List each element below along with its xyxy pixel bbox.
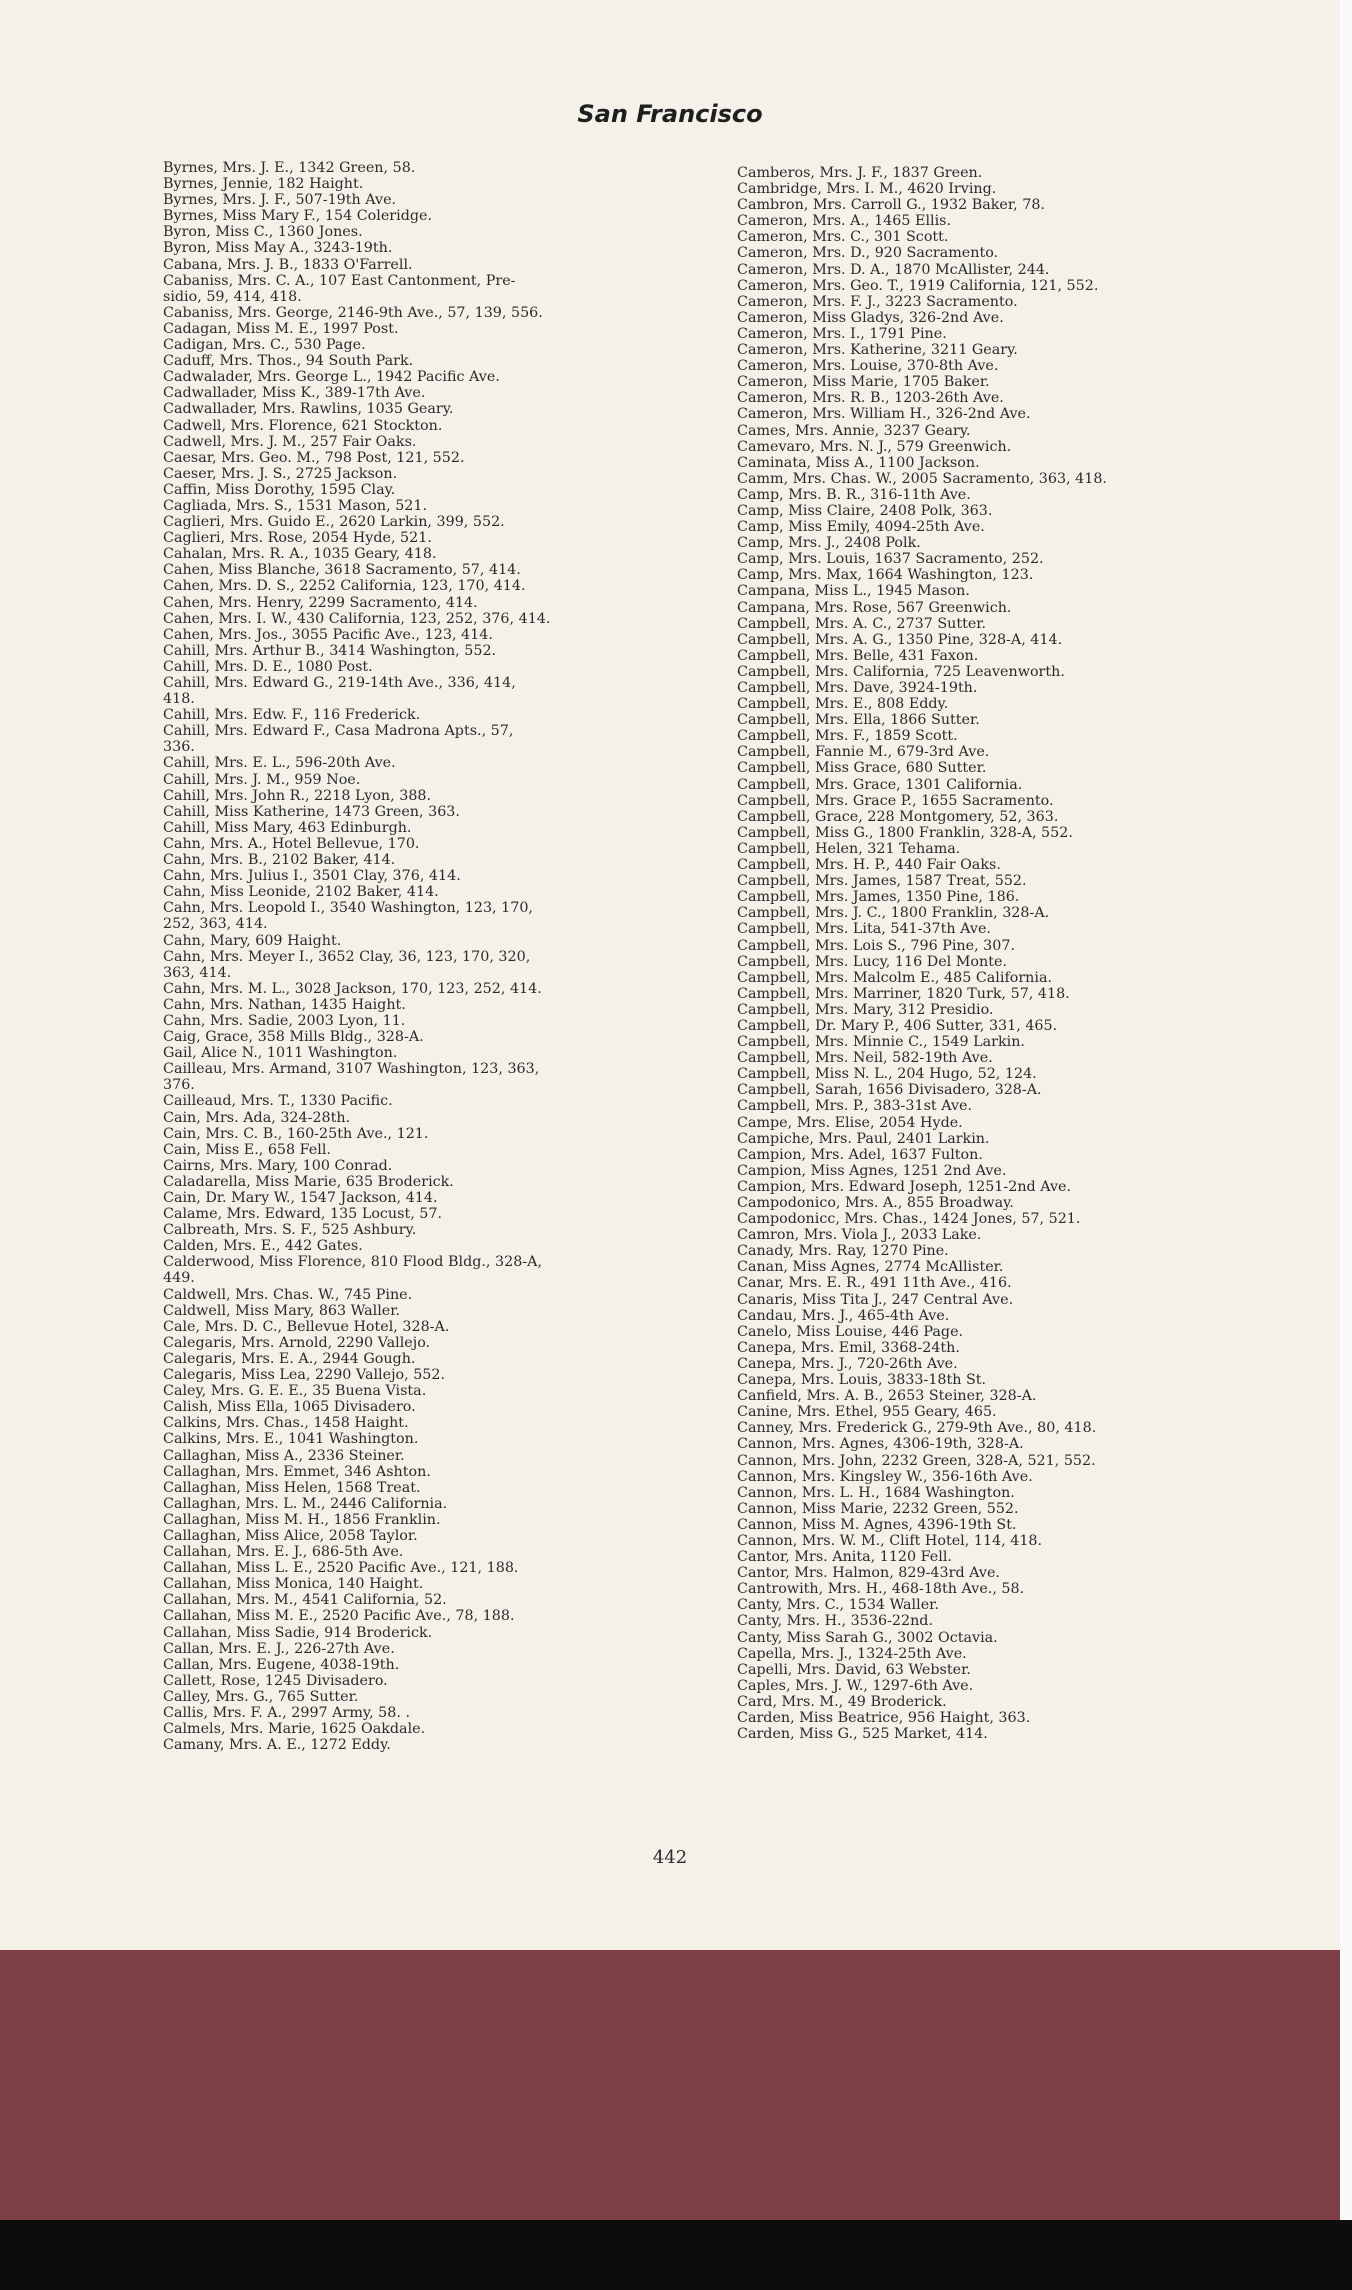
directory-entry: Campbell, Mrs. J. C., 1800 Franklin, 328-A. <box>737 905 1050 922</box>
directory-entry: Caduff, Mrs. Thos., 94 South Park. <box>163 353 414 370</box>
directory-entry: Canty, Miss Sarah G., 3002 Octavia. <box>737 1629 998 1646</box>
directory-entry: Campion, Miss Agnes, 1251 2nd Ave. <box>737 1162 1007 1179</box>
directory-entry: Cannon, Mrs. Agnes, 4306-19th, 328-A. <box>737 1436 1024 1453</box>
directory-entry: 363, 414. <box>163 964 232 981</box>
directory-entry: Cahill, Mrs. D. E., 1080 Post. <box>163 658 373 675</box>
directory-entry: Campbell, Mrs. Neil, 582-19th Ave. <box>737 1050 993 1067</box>
directory-entry: Callahan, Mrs. E. J., 686-5th Ave. <box>163 1544 404 1561</box>
directory-entry: Canepa, Mrs. J., 720-26th Ave. <box>737 1355 958 1372</box>
directory-entry: Calegaris, Mrs. E. A., 2944 Gough. <box>163 1350 416 1367</box>
directory-entry: Cadagan, Miss M. E., 1997 Post. <box>163 320 399 337</box>
directory-entry: Cabana, Mrs. J. B., 1833 O'Farrell. <box>163 256 413 273</box>
directory-entry: Cameron, Mrs. F. J., 3223 Sacramento. <box>737 293 1018 310</box>
directory-entry: Cameron, Mrs. I., 1791 Pine. <box>737 325 947 342</box>
directory-entry: Callett, Rose, 1245 Divisadero. <box>163 1672 388 1689</box>
directory-entry: Canty, Mrs. H., 3536-22nd. <box>737 1613 933 1630</box>
directory-entry: Calkins, Mrs. E., 1041 Washington. <box>163 1431 419 1448</box>
directory-entry: Callaghan, Miss Helen, 1568 Treat. <box>163 1479 421 1496</box>
directory-entry: Cahill, Miss Katherine, 1473 Green, 363. <box>163 803 460 820</box>
right-column <box>737 165 1277 1742</box>
directory-entry: Carden, Miss G., 525 Market, 414. <box>737 1726 988 1743</box>
directory-entry: Cabaniss, Mrs. George, 2146-9th Ave., 57, 139, 556. <box>163 304 543 321</box>
directory-entry: Cahill, Mrs. John R., 2218 Lyon, 388. <box>163 787 432 804</box>
directory-entry: Campbell, Mrs. Lois S., 796 Pine, 307. <box>737 937 1016 954</box>
directory-entry: Cantrowith, Mrs. H., 468-18th Ave., 58. <box>737 1581 1025 1598</box>
directory-entry: Cailleau, Mrs. Armand, 3107 Washington, 123, 363, <box>163 1061 540 1078</box>
directory-entry: Candau, Mrs. J., 465-4th Ave. <box>737 1307 950 1324</box>
directory-entry: Cannon, Mrs. W. M., Clift Hotel, 114, 418. <box>737 1532 1043 1549</box>
directory-entry: Camevaro, Mrs. N. J., 579 Greenwich. <box>737 438 1012 455</box>
directory-entry: Cairns, Mrs. Mary, 100 Conrad. <box>163 1157 393 1174</box>
directory-entry: Canady, Mrs. Ray, 1270 Pine. <box>737 1243 949 1260</box>
directory-entry: Callaghan, Mrs. Emmet, 346 Ashton. <box>163 1463 431 1480</box>
directory-entry: Caldwell, Mrs. Chas. W., 745 Pine. <box>163 1286 413 1303</box>
directory-entry: Cahill, Mrs. Edward F., Casa Madrona Apts., 57, <box>163 723 514 740</box>
directory-entry: Cahn, Mrs. B., 2102 Baker, 414. <box>163 852 396 869</box>
directory-entry: Calegaris, Mrs. Arnold, 2290 Vallejo. <box>163 1334 431 1351</box>
directory-entry: Cahalan, Mrs. R. A., 1035 Geary, 418. <box>163 546 437 563</box>
directory-entry: Callan, Mrs. E. J., 226-27th Ave. <box>163 1640 395 1657</box>
directory-entry: Callahan, Miss M. E., 2520 Pacific Ave., 78, 188. <box>163 1608 515 1625</box>
directory-entry: Calame, Mrs. Edward, 135 Locust, 57. <box>163 1206 443 1223</box>
directory-entry: Camp, Mrs. Max, 1664 Washington, 123. <box>737 567 1034 584</box>
directory-entry: Camany, Mrs. A. E., 1272 Eddy. <box>163 1737 391 1754</box>
directory-entry: Callahan, Miss Sadie, 914 Broderick. <box>163 1624 433 1641</box>
directory-entry: Cahill, Miss Mary, 463 Edinburgh. <box>163 819 412 836</box>
directory-entry: Canney, Mrs. Frederick G., 279-9th Ave., 80, 418. <box>737 1420 1097 1437</box>
directory-entry: Campion, Mrs. Edward Joseph, 1251-2nd Ave. <box>737 1178 1072 1195</box>
directory-entry: Cameron, Mrs. William H., 326-2nd Ave. <box>737 406 1031 423</box>
directory-entry: sidio, 59, 414, 418. <box>163 288 302 305</box>
directory-entry: Camp, Mrs. B. R., 316-11th Ave. <box>737 486 971 503</box>
directory-entry: Byron, Miss May A., 3243-19th. <box>163 240 393 257</box>
directory-entry: Cale, Mrs. D. C., Bellevue Hotel, 328-A. <box>163 1318 450 1335</box>
directory-entry: Cahen, Mrs. Henry, 2299 Sacramento, 414. <box>163 594 478 611</box>
directory-entry: Camp, Miss Emily, 4094-25th Ave. <box>737 519 985 536</box>
directory-entry: Caeser, Mrs. J. S., 2725 Jackson. <box>163 465 398 482</box>
directory-entry: Cahn, Mrs. Julius I., 3501 Clay, 376, 414. <box>163 868 461 885</box>
directory-entry: Campbell, Mrs. Grace P., 1655 Sacramento. <box>737 792 1054 809</box>
directory-entry: Camm, Mrs. Chas. W., 2005 Sacramento, 363, 418. <box>737 470 1107 487</box>
directory-entry: Campbell, Helen, 321 Tehama. <box>737 840 961 857</box>
page-title: San Francisco <box>577 100 763 128</box>
directory-entry: Campbell, Mrs. A. C., 2737 Sutter. <box>737 615 987 632</box>
directory-entry: Cadwalader, Mrs. George L., 1942 Pacific Ave. <box>163 369 500 386</box>
directory-entry: Cames, Mrs. Annie, 3237 Geary. <box>737 422 971 439</box>
directory-entry: Caglieri, Mrs. Rose, 2054 Hyde, 521. <box>163 530 432 547</box>
directory-entry: Callis, Mrs. F. A., 2997 Army, 58. . <box>163 1705 410 1721</box>
directory-entry: Camp, Mrs. J., 2408 Polk. <box>737 535 921 552</box>
directory-entry: Canine, Mrs. Ethel, 955 Geary, 465. <box>737 1404 997 1421</box>
directory-entry: Campbell, Mrs. Minnie C., 1549 Larkin. <box>737 1034 1025 1051</box>
directory-entry: Capella, Mrs. J., 1324-25th Ave. <box>737 1645 967 1662</box>
directory-entry: Cahn, Mrs. Sadie, 2003 Lyon, 11. <box>163 1012 406 1029</box>
directory-entry: Cahn, Mary, 609 Haight. <box>163 932 342 949</box>
directory-entry: Campbell, Mrs. E., 808 Eddy. <box>737 696 949 713</box>
directory-entry: 252, 363, 414. <box>163 916 268 933</box>
directory-entry: Caples, Mrs. J. W., 1297-6th Ave. <box>737 1677 974 1694</box>
directory-entry: Calbreath, Mrs. S. F., 525 Ashbury. <box>163 1222 417 1239</box>
directory-entry: Calish, Miss Ella, 1065 Divisadero. <box>163 1399 416 1416</box>
directory-entry: Cahill, Mrs. Edward G., 219-14th Ave., 336, 414, <box>163 675 516 691</box>
directory-entry: Campbell, Mrs. Malcolm E., 485 California. <box>737 969 1053 986</box>
directory-entry: Cadwell, Mrs. Florence, 621 Stockton. <box>163 417 443 434</box>
directory-entry: Cain, Mrs. Ada, 324-28th. <box>163 1109 351 1126</box>
directory-entry: Caglieri, Mrs. Guido E., 2620 Larkin, 399, 552. <box>163 514 505 531</box>
directory-entry: Callaghan, Miss M. H., 1856 Franklin. <box>163 1511 441 1528</box>
left-column <box>163 160 703 1753</box>
directory-entry: Campbell, Mrs. James, 1587 Treat, 552. <box>737 873 1027 890</box>
directory-entry: Cahn, Miss Leonide, 2102 Baker, 414. <box>163 884 439 901</box>
directory-entry: Carden, Miss Beatrice, 956 Haight, 363. <box>737 1710 1031 1726</box>
directory-entry: Callahan, Miss Monica, 140 Haight. <box>163 1576 424 1593</box>
directory-entry: Canelo, Miss Louise, 446 Page. <box>737 1323 964 1340</box>
directory-entry: Campbell, Mrs. California, 725 Leavenworth. <box>737 663 1065 680</box>
directory-entry: Canar, Mrs. E. R., 491 11th Ave., 416. <box>737 1275 1012 1292</box>
directory-entry: Campbell, Mrs. A. G., 1350 Pine, 328-A, 414. <box>737 631 1063 648</box>
directory-entry: Cahn, Mrs. M. L., 3028 Jackson, 170, 123, 252, 414. <box>163 980 542 997</box>
directory-entry: Canaris, Miss Tita J., 247 Central Ave. <box>737 1291 1014 1308</box>
directory-entry: Campbell, Fannie M., 679-3rd Ave. <box>737 744 990 761</box>
directory-entry: Caffin, Miss Dorothy, 1595 Clay. <box>163 481 396 498</box>
directory-entry: Campana, Miss L., 1945 Mason. <box>737 583 970 600</box>
directory-entry: Cannon, Mrs. Kingsley W., 356-16th Ave. <box>737 1468 1033 1485</box>
directory-entry: Cambron, Mrs. Carroll G., 1932 Baker, 78. <box>737 197 1045 214</box>
directory-entry: Cabaniss, Mrs. C. A., 107 East Cantonment, Pre- <box>163 272 516 289</box>
directory-entry: Cailleaud, Mrs. T., 1330 Pacific. <box>163 1093 393 1110</box>
directory-entry: Cahen, Mrs. I. W., 430 California, 123, 252, 376, 414. <box>163 610 551 627</box>
directory-entry: Calegaris, Miss Lea, 2290 Vallejo, 552. <box>163 1367 446 1384</box>
directory-entry: Cadwell, Mrs. J. M., 257 Fair Oaks. <box>163 433 417 450</box>
directory-entry: Cahen, Mrs. Jos., 3055 Pacific Ave., 123, 414. <box>163 626 493 643</box>
directory-entry: Callan, Mrs. Eugene, 4038-19th. <box>163 1656 400 1673</box>
directory-entry: Calley, Mrs. G., 765 Sutter. <box>163 1688 359 1705</box>
directory-entry: Cain, Dr. Mary W., 1547 Jackson, 414. <box>163 1190 438 1206</box>
directory-entry: Camp, Mrs. Louis, 1637 Sacramento, 252. <box>737 551 1044 568</box>
directory-entry: Cameron, Mrs. D. A., 1870 McAllister, 244. <box>737 261 1050 278</box>
directory-entry: Campbell, Grace, 228 Montgomery, 52, 363. <box>737 808 1059 825</box>
directory-entry: Byrnes, Jennie, 182 Haight. <box>163 176 364 193</box>
directory-entry: Campodonico, Mrs. A., 855 Broadway. <box>737 1195 1014 1211</box>
directory-entry: 449. <box>163 1270 195 1287</box>
directory-entry: Cameron, Mrs. A., 1465 Ellis. <box>737 213 952 230</box>
directory-entry: Cain, Miss E., 658 Fell. <box>163 1141 331 1158</box>
directory-entry: Cameron, Miss Gladys, 326-2nd Ave. <box>737 309 1004 326</box>
directory-entry: Calkins, Mrs. Chas., 1458 Haight. <box>163 1415 409 1432</box>
directory-entry: Campbell, Mrs. F., 1859 Scott. <box>737 728 958 745</box>
directory-entry: Canan, Miss Agnes, 2774 McAllister. <box>737 1259 1004 1276</box>
directory-entry: Cameron, Mrs. D., 920 Sacramento. <box>737 245 999 262</box>
directory-entry: Canepa, Mrs. Louis, 3833-18th St. <box>737 1372 987 1389</box>
directory-entry: Callaghan, Mrs. L. M., 2446 California. <box>163 1495 448 1512</box>
directory-entry: Campbell, Mrs. Grace, 1301 California. <box>737 776 1023 793</box>
directory-entry: Card, Mrs. M., 49 Broderick. <box>737 1693 947 1710</box>
directory-entry: Cahill, Mrs. Edw. F., 116 Frederick. <box>163 707 421 724</box>
directory-entry: Caesar, Mrs. Geo. M., 798 Post, 121, 552. <box>163 449 465 466</box>
directory-entry: Cannon, Mrs. John, 2232 Green, 328-A, 521, 552. <box>737 1452 1096 1469</box>
directory-entry: Caldwell, Miss Mary, 863 Waller. <box>163 1302 401 1319</box>
directory-entry: Caminata, Miss A., 1100 Jackson. <box>737 454 980 471</box>
directory-entry: Cahill, Mrs. E. L., 596-20th Ave. <box>163 755 396 772</box>
directory-entry: Calderwood, Miss Florence, 810 Flood Bldg., 328-A, <box>163 1254 543 1271</box>
page-edge <box>1340 0 1352 2290</box>
directory-entry: Campodonicc, Mrs. Chas., 1424 Jones, 57, 521. <box>737 1211 1081 1228</box>
directory-entry: Callaghan, Miss Alice, 2058 Taylor. <box>163 1527 418 1544</box>
directory-entry: Campe, Mrs. Elise, 2054 Hyde. <box>737 1114 963 1131</box>
directory-entry: Campbell, Mrs. Lucy, 116 Del Monte. <box>737 953 1007 970</box>
directory-entry: Cannon, Miss Marie, 2232 Green, 552. <box>737 1500 1019 1517</box>
directory-entry: Canty, Mrs. C., 1534 Waller. <box>737 1597 939 1614</box>
directory-entry: Cameron, Mrs. Louise, 370-8th Ave. <box>737 358 999 375</box>
directory-entry: Campbell, Miss N. L., 204 Hugo, 52, 124. <box>737 1066 1037 1083</box>
directory-entry: 418. <box>163 691 195 708</box>
directory-entry: Campbell, Mrs. Belle, 431 Faxon. <box>737 647 979 664</box>
directory-entry: Byrnes, Miss Mary F., 154 Coleridge. <box>163 208 433 225</box>
directory-entry: Cannon, Mrs. L. H., 1684 Washington. <box>737 1484 1015 1501</box>
directory-entry: Campbell, Mrs. Dave, 3924-19th. <box>737 680 978 696</box>
directory-entry: Campion, Mrs. Adel, 1637 Fulton. <box>737 1146 983 1163</box>
directory-entry: Cadwallader, Mrs. Rawlins, 1035 Geary. <box>163 401 454 418</box>
directory-entry: Cahill, Mrs. Arthur B., 3414 Washington, 552. <box>163 642 497 659</box>
book-cover-background <box>0 1950 1340 2220</box>
directory-entry: Campbell, Mrs. Marriner, 1820 Turk, 57, 418. <box>737 985 1070 1002</box>
directory-entry: Camp, Miss Claire, 2408 Polk, 363. <box>737 502 993 519</box>
directory-entry: Campbell, Miss Grace, 680 Sutter. <box>737 760 987 777</box>
directory-entry: Campbell, Mrs. Mary, 312 Presidio. <box>737 1001 994 1018</box>
directory-entry: Campbell, Miss G., 1800 Franklin, 328-A, 552. <box>737 824 1073 841</box>
directory-entry: Calden, Mrs. E., 442 Gates. <box>163 1238 363 1255</box>
directory-entry: Campiche, Mrs. Paul, 2401 Larkin. <box>737 1130 990 1147</box>
directory-entry: Camron, Mrs. Viola J., 2033 Lake. <box>737 1227 982 1244</box>
directory-entry: Cahn, Mrs. Nathan, 1435 Haight. <box>163 996 406 1013</box>
directory-entry: Cameron, Mrs. Katherine, 3211 Geary. <box>737 342 1018 359</box>
directory-entry: Calmels, Mrs. Marie, 1625 Oakdale. <box>163 1721 426 1738</box>
directory-entry: Callahan, Miss L. E., 2520 Pacific Ave., 121, 188. <box>163 1560 519 1577</box>
directory-entry: Campbell, Dr. Mary P., 406 Sutter, 331, 465. <box>737 1017 1058 1034</box>
directory-entry: Cadwallader, Miss K., 389-17th Ave. <box>163 385 426 402</box>
directory-entry: Caley, Mrs. G. E. E., 35 Buena Vista. <box>163 1383 427 1400</box>
directory-entry: Cahill, Mrs. J. M., 959 Noe. <box>163 771 361 788</box>
directory-entry: Capelli, Mrs. David, 63 Webster. <box>737 1661 971 1678</box>
directory-entry: 336. <box>163 739 195 756</box>
directory-entry: Cameron, Mrs. C., 301 Scott. <box>737 229 949 246</box>
directory-entry: Campbell, Mrs. Lita, 541-37th Ave. <box>737 921 991 938</box>
directory-entry: Campbell, Mrs. Ella, 1866 Sutter. <box>737 712 980 729</box>
directory-entry: Cahn, Mrs. Meyer I., 3652 Clay, 36, 123, 170, 320, <box>163 948 531 965</box>
directory-entry: Byron, Miss C., 1360 Jones. <box>163 224 363 241</box>
directory-entry: Campbell, Mrs. H. P., 440 Fair Oaks. <box>737 857 1001 874</box>
directory-entry: Cameron, Mrs. R. B., 1203-26th Ave. <box>737 390 1004 407</box>
directory-entry: Cahn, Mrs. Leopold I., 3540 Washington, 123, 170, <box>163 900 533 917</box>
directory-entry: Campbell, Sarah, 1656 Divisadero, 328-A. <box>737 1082 1042 1099</box>
directory-entry: Cagliada, Mrs. S., 1531 Mason, 521. <box>163 497 428 514</box>
directory-entry: Cahen, Mrs. D. S., 2252 California, 123, 170, 414. <box>163 578 526 595</box>
page-number: 442 <box>652 1847 688 1868</box>
directory-entry: Cambridge, Mrs. I. M., 4620 Irving. <box>737 181 997 198</box>
directory-entry: Gail, Alice N., 1011 Washington. <box>163 1045 398 1062</box>
directory-entry: 376. <box>163 1077 195 1094</box>
directory-entry: Caig, Grace, 358 Mills Bldg., 328-A. <box>163 1029 424 1046</box>
directory-entry: Callahan, Mrs. M., 4541 California, 52. <box>163 1592 447 1609</box>
directory-entry: Byrnes, Mrs. J. E., 1342 Green, 58. <box>163 160 416 176</box>
directory-entry: Caladarella, Miss Marie, 635 Broderick. <box>163 1173 454 1190</box>
directory-entry: Cantor, Mrs. Halmon, 829-43rd Ave. <box>737 1565 1000 1582</box>
directory-entry: Byrnes, Mrs. J. F., 507-19th Ave. <box>163 192 397 209</box>
directory-entry: Canfield, Mrs. A. B., 2653 Steiner, 328-A. <box>737 1388 1037 1405</box>
directory-entry: Camberos, Mrs. J. F., 1837 Green. <box>737 165 983 181</box>
directory-entry: Cadigan, Mrs. C., 530 Page. <box>163 337 366 354</box>
directory-entry: Cantor, Mrs. Anita, 1120 Fell. <box>737 1549 952 1566</box>
directory-entry: Cannon, Miss M. Agnes, 4396-19th St. <box>737 1516 1017 1533</box>
directory-entry: Canepa, Mrs. Emil, 3368-24th. <box>737 1339 960 1356</box>
directory-entry: Cahen, Miss Blanche, 3618 Sacramento, 57, 414. <box>163 562 521 579</box>
directory-entry: Campbell, Mrs. P., 383-31st Ave. <box>737 1098 973 1115</box>
directory-entry: Cahn, Mrs. A., Hotel Bellevue, 170. <box>163 835 420 852</box>
directory-entry: Cain, Mrs. C. B., 160-25th Ave., 121. <box>163 1125 429 1142</box>
scan-border <box>0 2220 1352 2290</box>
directory-entry: Cameron, Miss Marie, 1705 Baker. <box>737 374 990 391</box>
directory-entry: Campana, Mrs. Rose, 567 Greenwich. <box>737 599 1012 616</box>
directory-entry: Callaghan, Miss A., 2336 Steiner. <box>163 1447 405 1464</box>
directory-entry: Cameron, Mrs. Geo. T., 1919 California, 121, 552. <box>737 277 1099 294</box>
directory-entry: Campbell, Mrs. James, 1350 Pine, 186. <box>737 889 1020 906</box>
